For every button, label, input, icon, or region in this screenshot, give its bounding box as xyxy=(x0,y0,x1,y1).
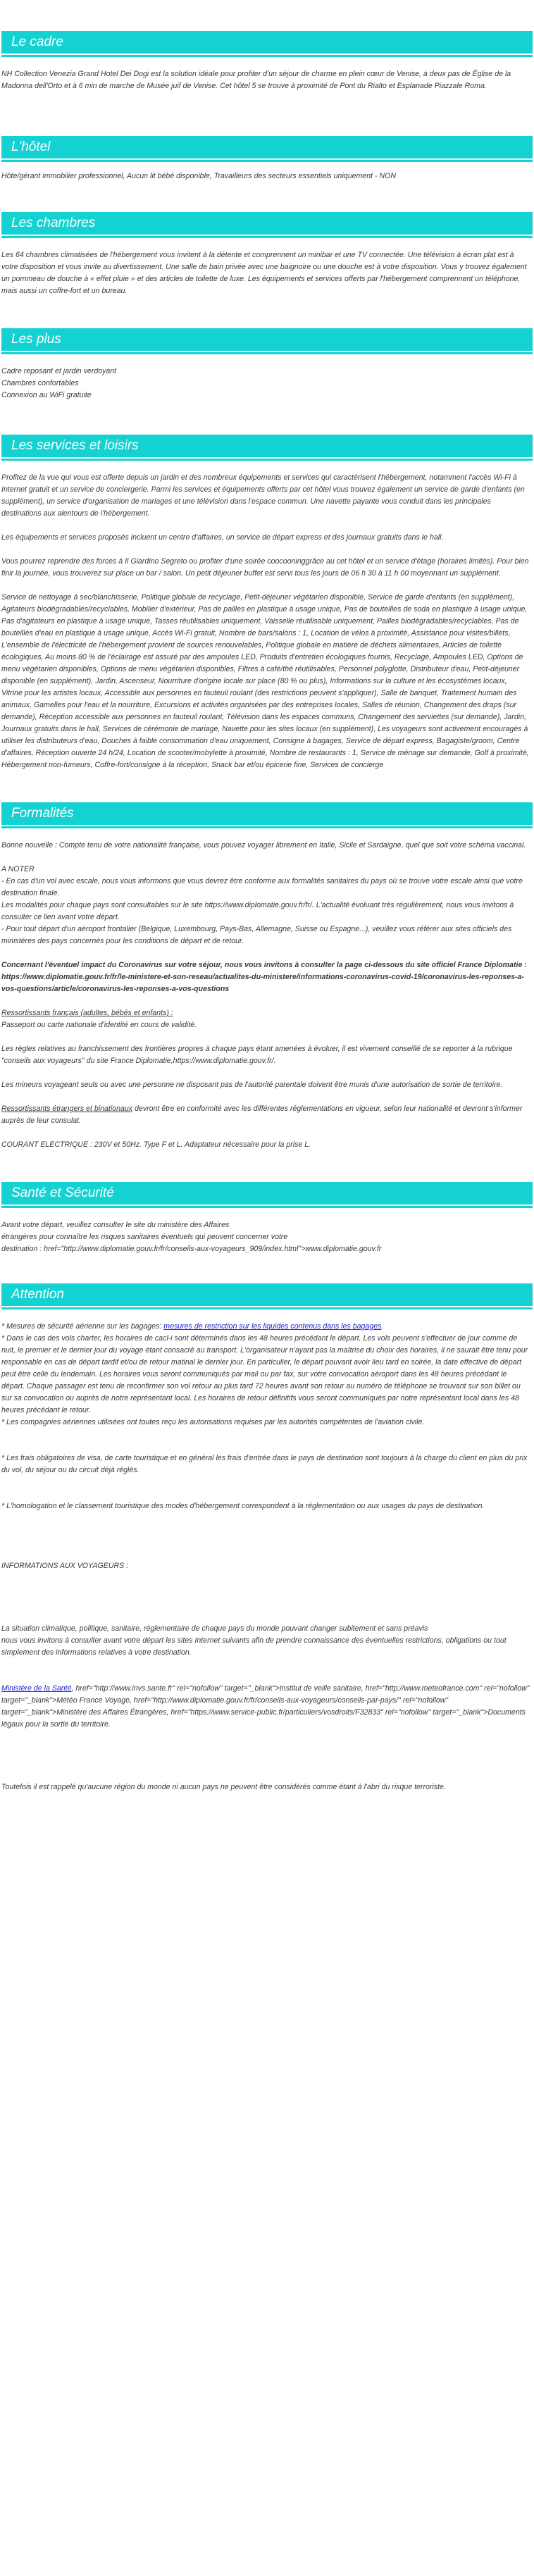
section-header-plus xyxy=(1,328,533,351)
formalites-paragraph: Bonne nouvelle : Compte tenu de votre nationalité française, vous pouvez voyager librement en Italie, Sicile et Sardaigne, quel que soit votre schéma vaccinal. xyxy=(1,841,526,850)
homologation-paragraph: * L'homologation et le classement touristique des modes d'hébergement correspondent à la réglementation ou aux usages du pays de destination. xyxy=(1,1502,485,1510)
note-title: A NOTER xyxy=(1,865,35,873)
section-header-sante xyxy=(1,1182,533,1205)
ressortissants-title: Ressortissants français (adultes, bébés et enfants) : xyxy=(1,1009,173,1017)
section-header-attention xyxy=(1,1283,533,1306)
formalites-text xyxy=(1,840,534,1151)
note-line: - Pour tout départ d'un aéroport frontalier (Belgique, Luxembourg, Pays-Bas, Allemagne, Suisse ou Espagne...), veuillez vous référer aux sites officiels des ministères des pays concernés pour les conditions de départ et de retour. xyxy=(1,925,512,945)
services-paragraph: Les équipements et services proposés incluent un centre d'affaires, un service de départ express et des journaux gratuits dans le hall. xyxy=(1,533,444,542)
schedule-paragraph: * Dans le cas des vols charter, les horaires de cacl-i sont déterminés dans les 48 heures précédant le départ. Les vols peuvent s'effectuer de jour comme de nuit, le premier et le dernier jour du voyage étant consacré au transport. L'organisateur n'ayant pas la maîtrise du choix des horaires, il ne saurait être tenu pour responsable en cas de départ tardif et/ou de retour matinal le dernier jour. En particulier, le départ pouvant avoir lieu tard en soirée, la date effective de départ peut être celle du lendemain. Les horaires vous seront communiqués par mail ou par fax, sur votre convocation aéroport dans les 48 heures précédant le départ. Chaque passager est tenu de reconfirmer son vol retour au plus tard 72 heures avant son retour au numéro de téléphone se trouvant sur son billet ou sur sa convocation ou auprès de notre représentant local. Les horaires de retour définitifs vous seront communiqués par notre représentant local dans les 48 heures précédant le retour. xyxy=(1,1334,528,1414)
etrangers-underlined: Ressortissants étrangers et binationaux xyxy=(1,1105,133,1113)
section-title: Santé et Sécurité xyxy=(11,1186,114,1200)
etrangers-paragraph xyxy=(1,1103,530,1127)
companies-paragraph: * Les compagnies aériennes utilisées ont toutes reçu les autorisations requises par les autorités compétentes de l'aviation civile. xyxy=(1,1418,425,1426)
mineurs-paragraph: Les mineurs voyageant seuls ou avec une personne ne disposant pas de l'autorité parentale doivent être munis d'une autorisation de sortie de territoire. xyxy=(1,1081,503,1089)
services-text xyxy=(1,472,534,771)
services-paragraph: Vous pourrez reprendre des forces à Il Giardino Segreto ou profiter d'une soirée coocooninggrâce au cet hôtel et un service d'étage (horaires limités). Pour bien finir la journée, vous trouverez sur place un bar / salon. Un petit déjeuner buffet est servi tous les jours de 06 h 30 à 11 h 00 moyennant un supplément. xyxy=(1,557,529,578)
ministere-sante-link[interactable]: Ministère de la Santé xyxy=(1,1684,72,1693)
ministere-paragraph: Ministère de la Santé, href="http://www.invs.sante.fr" rel="nofollow" target="_blank">Institut de veille sanitaire, href="http://www.meteofrance.com" rel="nofollow" target="_blank">Météo France Voyage, href="http://www.diplomatie.gouv.fr/fr/conseils-aux-voyageurs/conseils-par-pays/" rel="nofollow" target="_blank">Ministère des Affaires Étrangères, href="https://www.service-public.fr/particuliers/vosdroits/F32833" rel="nofollow" target="_blank">Documents légaux pour la sortie du territoire. xyxy=(1,1684,530,1729)
list-item: Connexion au WiFi gratuite xyxy=(1,391,92,399)
services-paragraph: Profitez de la vue qui vous est offerte depuis un jardin et des nombreux équipements et services qui caractérisent l'hébergement, notamment l'accès Wi-Fi à Internet gratuit et un service de conciergerie. Parmi les services et équipements offerts par cet hôtel vous trouvez également un service de garde d'enfants (en supplément), un service d'organisation de mariages et une télévision dans l'espace commun. Une navette payante vous conduit dans les principales destinations aux alentours de l'hébergement. xyxy=(1,473,525,518)
baggage-paragraph: * Mesures de sécurité aérienne sur les bagages: mesures de restriction sur les liquides contenus dans les bagages. xyxy=(1,1322,384,1331)
section-header-formalites xyxy=(1,802,533,825)
final-paragraph: Toutefois il est rappelé qu'aucune région du monde ni aucun pays ne peuvent être considérés comme étant à l'abri du risque terroriste. xyxy=(1,1783,446,1791)
note-line: Les modalités pour chaque pays sont consultables sur le site https://www.diplomatie.gouv.fr/fr/. L'actualité évoluant très régulièrement, nous vous invitons à consulter ce lien avant votre départ. xyxy=(1,901,514,921)
section-header-chambres xyxy=(1,212,533,235)
section-title: Attention xyxy=(11,1287,64,1302)
section-title: Formalités xyxy=(11,806,74,821)
frais-paragraph: * Les frais obligatoires de visa, de carte touristique et en général les frais d'entrée dans le pays de destination sont toujours à la charge du client en plus du prix du vol, du séjour ou du circuit déjà réglés. xyxy=(1,1454,528,1474)
section-header-services xyxy=(1,435,533,457)
hotel-text: Hôte/gérant immobilier professionnel, Aucun lit bébé disponible, Travailleurs des secteurs essentiels uniquement - NON xyxy=(1,172,396,180)
sante-text xyxy=(1,1219,534,1255)
sante-line: étrangères pour connaître les risques sanitaires éventuels qui peuvent concerner votre xyxy=(1,1233,288,1241)
section-title: Le cadre xyxy=(11,35,63,49)
sante-line: Avant votre départ, veuillez consulter le site du ministère des Affaires xyxy=(1,1221,230,1229)
list-item: Cadre reposant et jardin verdoyant xyxy=(1,367,117,375)
covid-notice: Concernant l'éventuel impact du Coronavirus sur votre séjour, nous vous invitons à consulter la page ci-dessous du site officiel France Diplomatie : https://www.diplomatie.gouv.fr/fr/le-ministere-et-son-reseau/actualites-du-ministere/informations-coronavirus-covid-19/coronavirus-les-reponses-a-vos-questions/article/coronavirus-les-reponses-a-vos-questions xyxy=(1,961,527,993)
liquids-restriction-link[interactable]: mesures de restriction sur les liquides contenus dans les bagages xyxy=(163,1322,382,1331)
section-header-cadre xyxy=(1,31,533,54)
section-title: Les services et loisirs xyxy=(11,438,139,453)
courant-paragraph: COURANT ELECTRIQUE : 230V et 50Hz. Type F et L. Adaptateur nécessaire pour la prise L. xyxy=(1,1140,311,1149)
etrangers-rest: devront être en conformité avec les différentes réglementations en vigueur, selon leur nationalité et devront s'informer auprès de leur consulat. xyxy=(1,1105,523,1125)
chambres-text: Les 64 chambres climatisées de l'hébergement vous invitent à la détente et comprennent un minibar et une TV connectée. Une télévision à écran plat est à votre disposition et vous invite au divertissement. Une salle de bain privée avec une baignoire ou une douche est à votre disposition. Vous y trouvez également un pommeau de douche à « effet pluie » et des articles de toilette de luxe. Les équipements et services offerts par l'hébergement comprennent un téléphone, mais aussi un coffre-fort et un bureau. xyxy=(1,251,527,295)
ressortissants-text: Passeport ou carte nationale d'identité en cours de validité. xyxy=(1,1021,197,1029)
section-title: Les plus xyxy=(11,332,61,347)
plus-list xyxy=(1,366,534,402)
note-line: - En cas d'un vol avec escale, nous vous informons que vous devrez être conforme aux formalités sanitaires du pays où se trouve votre escale ainsi que votre destination finale. xyxy=(1,877,523,897)
section-header-hotel xyxy=(1,136,533,158)
list-item: Chambres confortables xyxy=(1,379,79,387)
cadre-text: NH Collection Venezia Grand Hotel Dei Dogi est la solution idéale pour profiter d'un séjour de charme en plein cœur de Venise, à deux pas de Église de la Madonna dell'Orto et à 6 min de marche de Musée juif de Venise. Cet hôtel 5 se trouve à proximité de Pont du Rialto et Esplanade Piazzale Roma. xyxy=(1,70,511,90)
situation-paragraph: La situation climatique, politique, sanitaire, réglementaire de chaque pays du monde pouvant changer subitement et sans préavis nous vous invitons à consulter avant votre départ les sites Internet suivants afin de prendre connaissance des éventuelles restrictions, obligations ou tout simplement des informations relatives à votre destination. xyxy=(1,1624,507,1657)
section-title: L'hôtel xyxy=(11,139,51,154)
attention-text xyxy=(1,1321,534,1793)
services-paragraph: Service de nettoyage à sec/blanchisserie, Politique globale de recyclage, Petit-déjeuner végétarien disponible, Service de garde d'enfants (en supplément), Agitateurs biodégradables/recyclables, Mobilier d'extérieur, Pas de pailles en plastique à usage unique, Pas de bouteilles de soda en plastique à usage unique, Pas d'agitateurs en plastique à usage unique, Tasses réutilisables uniquement, Vaisselle réutilisable uniquement, Pailles biodégradables/recyclables, Pas de bouteilles d'eau en plastique à usage unique, Accès Wi-Fi gratuit, Nombre de bars/salons : 1, Location de vélos à proximité, Assistance pour visites/billets, L'ensemble de l'électricité de l'hébergement provient de sources renouvelables, Politique globale en matière de déchets alimentaires, Articles de toilette écologiques, Au moins 80 % de l'éclairage est assuré par des ampoules LED, Produits d'entretien écologiques fournis, Recyclage, Ampoules LED, Options de menu végétarien disponibles, Options de menu végétarien disponibles, Filtres à café/thé réutilisables, Personnel polyglotte, Distributeur d'eau, Petit-déjeuner disponible (en supplément), Jardin, Ascenseur, Nourriture d'origine locale sur place (80 % ou plus), Informations sur la culture et les écosystèmes locaux, Vitrine pour les artistes locaux, Accessible aux personnes en fauteuil roulant (des restrictions peuvent s'appliquer), Salle de banquet, Traitement humain des animaux, Gamelles pour l'eau et la nourriture, Excursions et activités organisées par des entreprises locales, Salles de réunion, Changement des draps (sur demande), Réception accessible aux personnes en fauteuil roulant, Télévision dans les espaces communs, Changement des serviettes (sur demande), Jardin, Journaux gratuits dans le hall, Services de cérémonie de mariage, Navette pour les sites locaux (en supplément), Les voyageurs sont activement encouragés à utiliser les distributeurs d'eau, Douches à faible consommation d'eau uniquement, Consigne à bagages, Service de départ express, Bagagiste/groom, Centre d'affaires, Réception ouverte 24 h/24, Location de scooter/mobylette à proximité, Nombre de restaurants : 1, Service de ménage sur demande, Golf à proximité, Hébergement non-fumeurs, Coffre-fort/consigne à la réception, Snack bar et/ou épicerie fine, Services de concierge xyxy=(1,593,529,769)
info-title: INFORMATIONS AUX VOYAGEURS : xyxy=(1,1562,129,1570)
section-title: Les chambres xyxy=(11,216,96,230)
sante-line: destination : href="http://www.diplomatie.gouv.fr/fr/conseils-aux-voyageurs_909/index.html">www.diplomatie.gouv.fr xyxy=(1,1245,382,1253)
regles-paragraph: Les règles relatives au franchissement des frontières propres à chaque pays étant amenées à évoluer, il est vivement conseillé de se reporter à la rubrique "conseils aux voyageurs" du site France Diplomatie,https://www.diplomatie.gouv.fr/. xyxy=(1,1045,513,1065)
